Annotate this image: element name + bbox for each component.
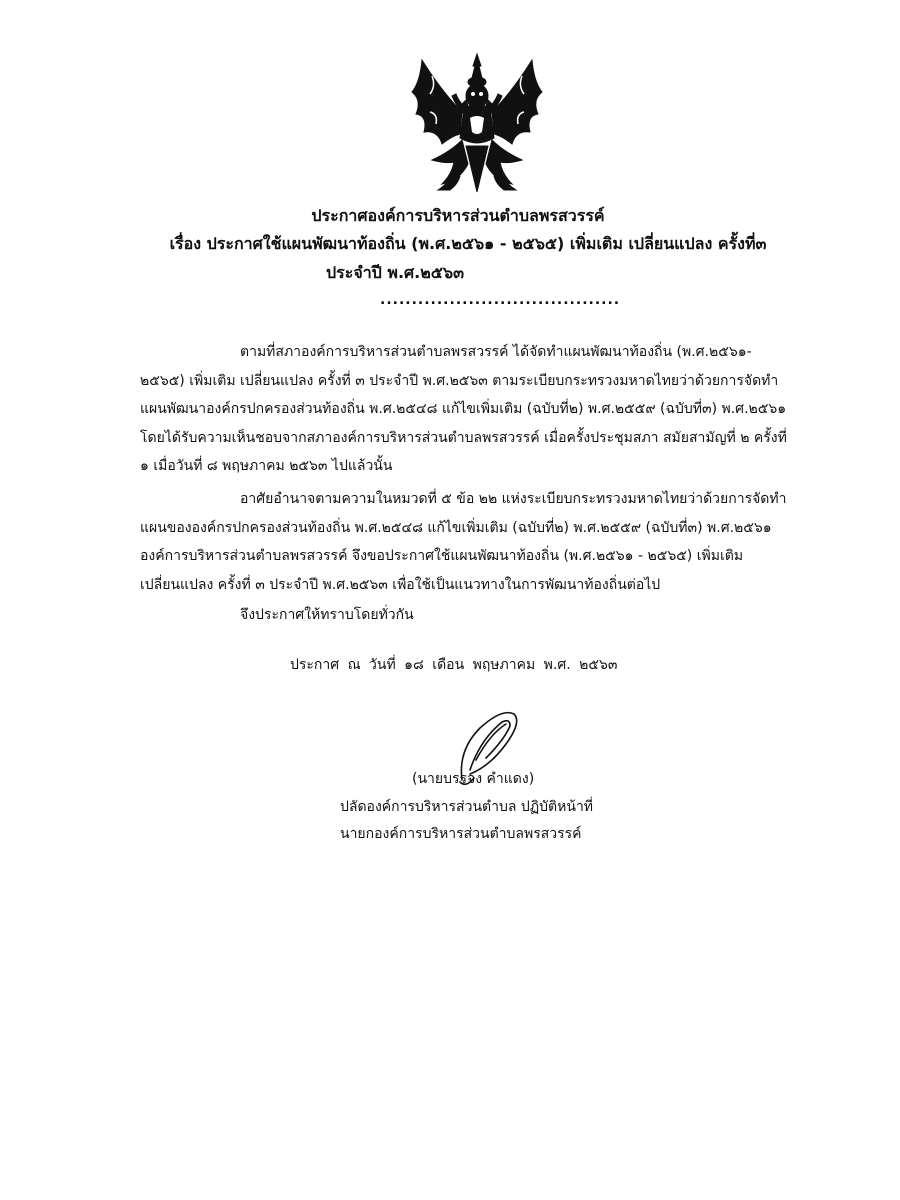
paragraph-line: แผนขององค์กรปกครองส่วนท้องถิ่น พ.ศ.๒๕๔๘ แก้ไขเพิ่มเติม (ฉบับที่๒) พ.ศ.๒๕๕๙ (ฉบับที่๓) พ.ศ.๒๕๖๑ (140, 519, 772, 536)
garuda-emblem-icon (402, 52, 552, 197)
paragraph-line: อาศัยอำนาจตามความในหมวดที่ ๕ ข้อ ๒๒ แห่งระเบียบกระทรวงมหาดไทยว่าด้วยการจัดทำ (240, 491, 787, 507)
announcement-year: ประจำปี พ.ศ.๒๕๖๓ (325, 263, 465, 282)
signatory-position: ปลัดองค์การบริหารส่วนตำบล ปฏิบัติหน้าที่ (340, 799, 594, 815)
paragraph-line: เปลี่ยนแปลง ครั้งที่ ๓ ประจำปี พ.ศ.๒๕๖๓ เพื่อใช้เป็นแนวทางในการพัฒนาท้องถิ่นต่อไป (140, 576, 661, 593)
paragraph-line: ๑ เมื่อวันที่ ๘ พฤษภาคม ๒๕๖๓ ไปแล้วนั้น (140, 458, 393, 474)
announcement-date: ประกาศ ณ วันที่ ๑๘ เดือน พฤษภาคม พ.ศ. ๒๕๖๓ (290, 657, 618, 673)
paragraph-1 (0, 338, 787, 481)
signatory-name: (นายบรรจง คำแดง) (412, 771, 535, 787)
announcement-issuer: ประกาศองค์การบริหารส่วนตำบลพรสวรรค์ (311, 206, 605, 225)
paragraph-line: องค์การบริหารส่วนตำบลพรสวรรค์ จึงขอประกาศใช้แผนพัฒนาท้องถิ่น (พ.ศ.๒๕๖๑ - ๒๕๖๕) เพิ่มเติม (140, 548, 744, 564)
header-separator: ...................................... (380, 292, 621, 308)
paragraph-line: ตามที่สภาองค์การบริหารส่วนตำบลพรสวรรค์ ได้จัดทำแผนพัฒนาท้องถิ่น (พ.ศ.๒๕๖๑- (240, 344, 752, 360)
paragraph-2 (0, 485, 787, 599)
paragraph-line: ๒๕๖๕) เพิ่มเติม เปลี่ยนแปลง ครั้งที่ ๓ ประจำปี พ.ศ.๒๕๖๓ ตามระเบียบกระทรวงมหาดไทยว่าด้วยการจัดทำ (140, 372, 779, 389)
signatory-acting-position: นายกองค์การบริหารส่วนตำบลพรสวรรค์ (340, 826, 582, 842)
announcement-subject: เรื่อง ประกาศใช้แผนพัฒนาท้องถิ่น (พ.ศ.๒๕๖๑ - ๒๕๖๕) เพิ่มเติม เปลี่ยนแปลง ครั้งที่๓ (169, 234, 767, 253)
paragraph-line: โดยได้รับความเห็นชอบจากสภาองค์การบริหารส่วนตำบลพรสวรรค์ เมื่อครั้งประชุมสภา สมัยสามัญที่ ๒ ครั้งที่ (140, 429, 787, 446)
paragraph-line: แผนพัฒนาองค์กรปกครองส่วนท้องถิ่น พ.ศ.๒๕๔๘ แก้ไขเพิ่มเติม (ฉบับที่๒) พ.ศ.๒๕๕๙ (ฉบับที่๓) พ.ศ.๒๕๖๑ (140, 401, 787, 417)
closing-statement: จึงประกาศให้ทราบโดยทั่วกัน (240, 607, 414, 623)
